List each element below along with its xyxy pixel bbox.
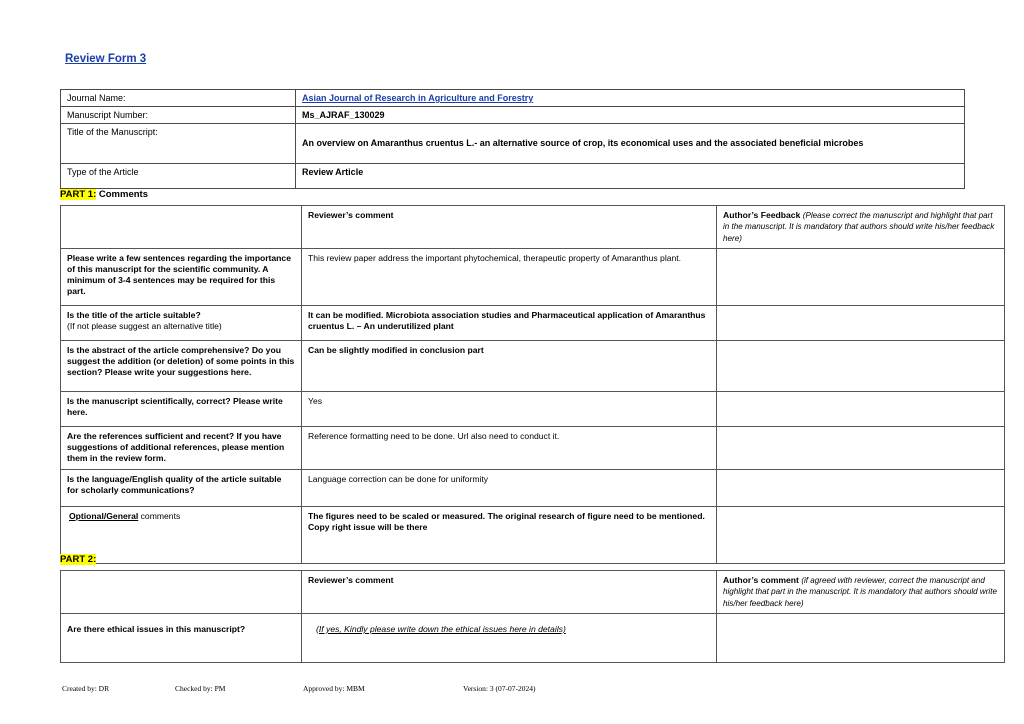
part2-heading [60, 554, 96, 565]
author-feedback-cell[interactable] [717, 426, 1005, 469]
table-row [61, 164, 965, 189]
question-cell: Is the abstract of the article comprehensive? Do you suggest the addition (or deletion) of some points in this section? Please write your suggestions here. [61, 340, 302, 391]
question-text: Is the title of the article suitable? [67, 309, 201, 320]
part1-col-author-note: (Please correct the manuscript and highlight that part in the manuscript. It is mandatory that authors should write his/her feedback here) [723, 211, 995, 243]
question-cell: Is the language/English quality of the article suitable for scholarly communications? [61, 469, 302, 506]
journal-name-link[interactable]: Asian Journal of Research in Agriculture and Forestry [302, 93, 534, 103]
manuscript-title-label: Title of the Manuscript: [61, 124, 296, 164]
table-row [61, 469, 1005, 506]
part2-ethics-table [60, 570, 1005, 663]
table-row [61, 391, 1005, 426]
part1-tag: PART 1: [60, 189, 97, 200]
table-row [61, 248, 1005, 305]
reviewer-comment-cell[interactable]: Yes [302, 391, 717, 426]
question-cell: Are there ethical issues in this manuscript? [61, 614, 302, 663]
part2-col-author-label: Author’s comment [723, 575, 802, 585]
author-feedback-cell[interactable] [717, 305, 1005, 340]
part2-col-author-note: (if agreed with reviewer, correct the manuscript and highlight that part in the manuscript. It is mandatory that authors should write his/her feedback here) [723, 576, 997, 608]
table-row [61, 305, 1005, 340]
reviewer-comment-cell[interactable]: The figures need to be scaled or measured. The original research of figure need to be mentioned. Copy right issue will be there [302, 506, 717, 563]
reviewer-comment-cell[interactable]: Language correction can be done for uniformity [302, 469, 717, 506]
part1-col-author-label: Author’s Feedback [723, 210, 803, 220]
table-header-row [61, 206, 1005, 249]
footer-version: Version: 3 (07-07-2024) [463, 684, 536, 693]
author-feedback-cell[interactable] [717, 340, 1005, 391]
question-cell: Are the references sufficient and recent? If you have suggestions of additional references, please mention them in the review form. [61, 426, 302, 469]
question-cell: Is the manuscript scientifically, correct? Please write here. [61, 391, 302, 426]
question-cell [61, 305, 302, 340]
author-comment-cell[interactable] [717, 614, 1005, 663]
part2-col-author [717, 571, 1005, 614]
article-type-value: Review Article [296, 164, 965, 189]
question-text: Optional/General [69, 510, 139, 521]
reviewer-comment-cell[interactable]: Can be slightly modified in conclusion part [302, 340, 717, 391]
question-cell: Please write a few sentences regarding the importance of this manuscript for the scientific community. A minimum of 3-4 sentences may be required for this part. [61, 248, 302, 305]
author-feedback-cell[interactable] [717, 506, 1005, 563]
article-type-label: Type of the Article [61, 164, 296, 189]
footer-created-by: Created by: DR [62, 684, 110, 693]
journal-name-value [296, 90, 965, 107]
table-row [61, 426, 1005, 469]
journal-name-label: Journal Name: [61, 90, 296, 107]
reviewer-comment-cell[interactable]: Reference formatting need to be done. Url also need to conduct it. [302, 426, 717, 469]
part1-col-reviewer: Reviewer’s comment [302, 206, 717, 249]
table-row [61, 90, 965, 107]
table-row [61, 614, 1005, 663]
footer-approved-by: Approved by: MBM [303, 684, 365, 693]
table-header-row [61, 571, 1005, 614]
question-cell [61, 506, 302, 563]
reviewer-comment-cell[interactable]: It can be modified. Microbiota association studies and Pharmaceutical application of Amaranthus cruentus L. – An underutilized plant [302, 305, 717, 340]
reviewer-comment-cell[interactable]: (If yes, Kindly please write down the ethical issues here in details) [302, 614, 717, 663]
part1-comments-table [60, 205, 1005, 564]
part1-heading [60, 189, 148, 200]
author-feedback-cell[interactable] [717, 469, 1005, 506]
reviewer-comment-cell[interactable]: This review paper address the important phytochemical, therapeutic property of Amaranthus plant. [302, 248, 717, 305]
part2-col-question [61, 571, 302, 614]
manuscript-title-value: An overview on Amaranthus cruentus L.- an alternative source of crop, its economical uses and the associated beneficial microbes [296, 124, 965, 164]
part1-col-question [61, 206, 302, 249]
part2-col-reviewer: Reviewer’s comment [302, 571, 717, 614]
part1-heading-rest: Comments [96, 189, 148, 200]
question-subtext: comments [138, 510, 181, 521]
manuscript-number-label: Manuscript Number: [61, 107, 296, 124]
question-subtext: (If not please suggest an alternative title) [67, 320, 222, 331]
manuscript-info-table [60, 89, 965, 189]
table-row [61, 124, 965, 164]
part2-tag: PART 2: [60, 554, 97, 565]
part1-col-author [717, 206, 1005, 249]
table-row [61, 340, 1005, 391]
footer-checked-by: Checked by: PM [175, 684, 226, 693]
table-row [61, 107, 965, 124]
author-feedback-cell[interactable] [717, 391, 1005, 426]
author-feedback-cell[interactable] [717, 248, 1005, 305]
manuscript-number-value: Ms_AJRAF_130029 [296, 107, 965, 124]
page-title: Review Form 3 [65, 53, 147, 65]
table-row [61, 506, 1005, 563]
